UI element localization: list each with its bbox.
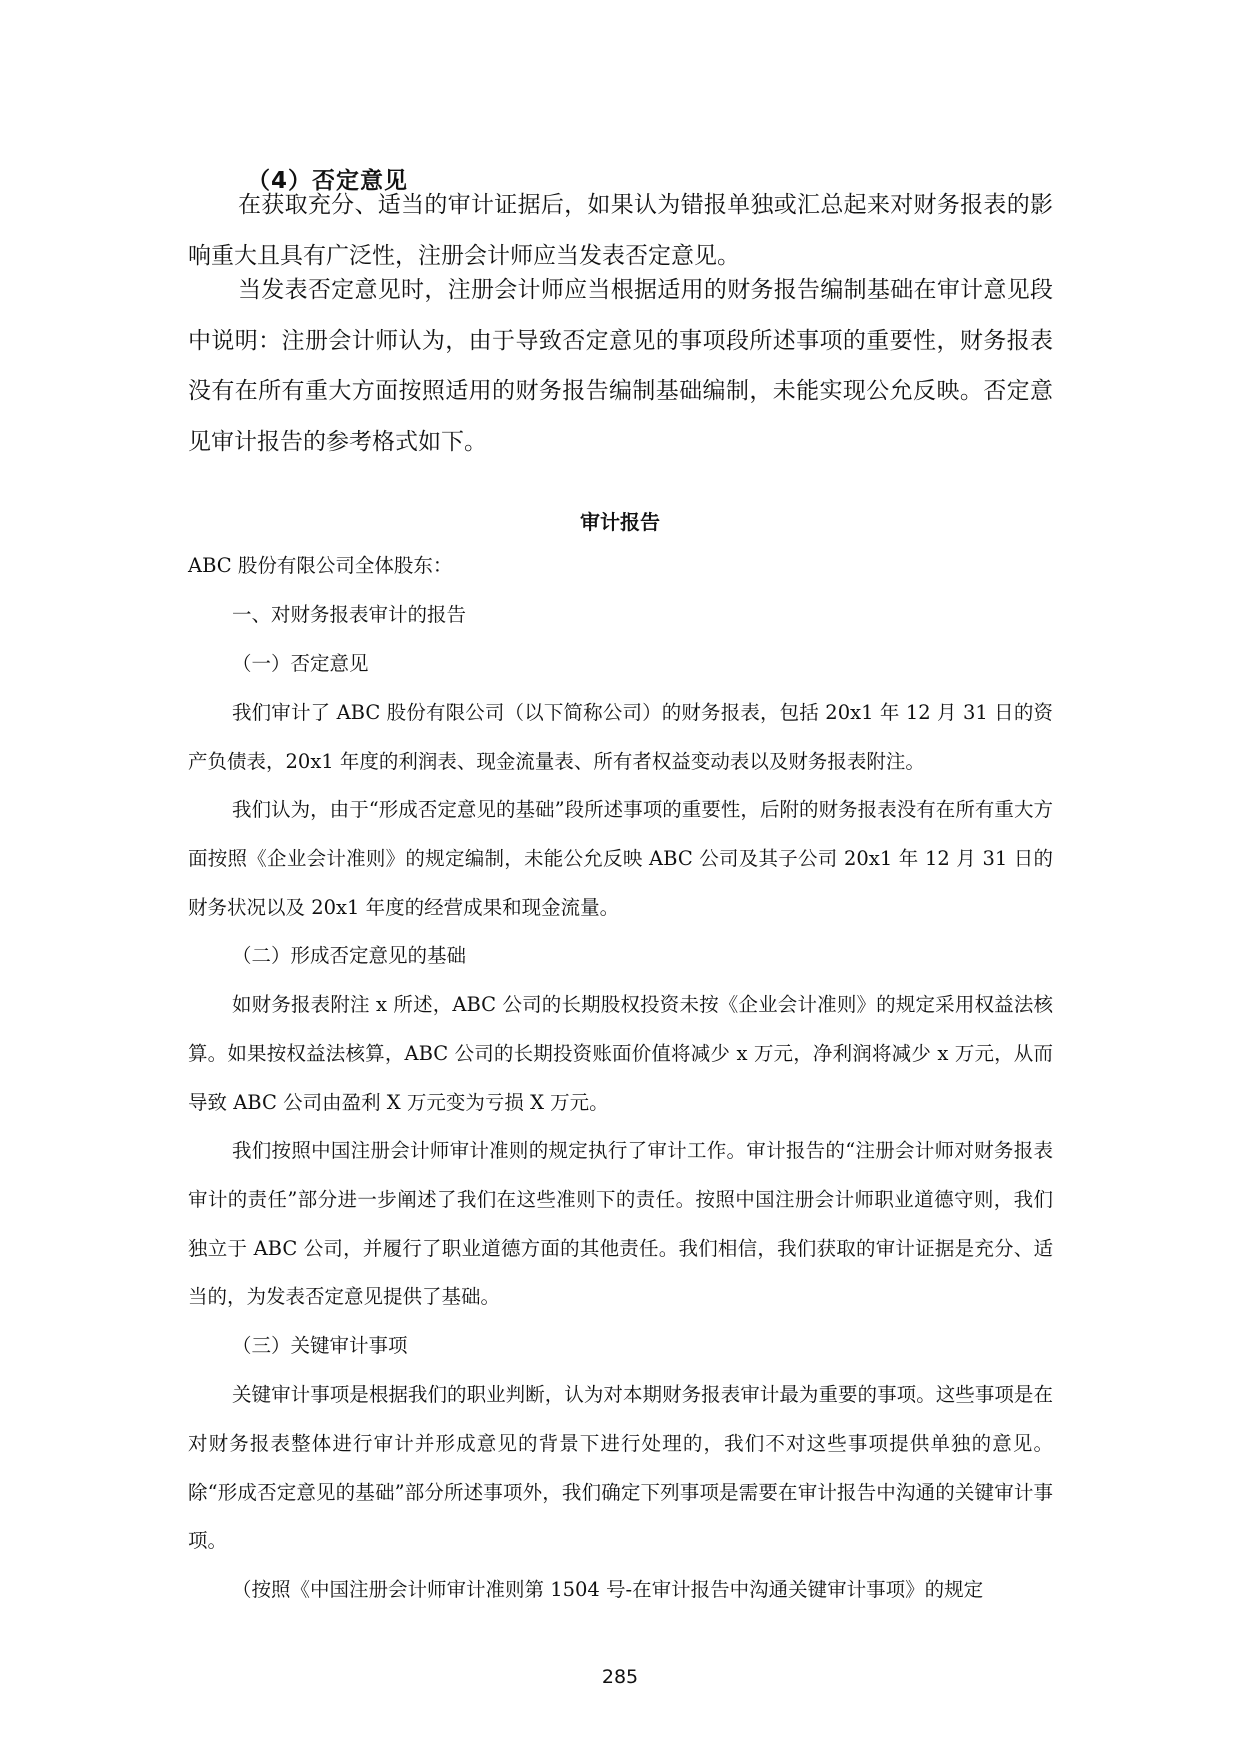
report-opinion-paragraph-1: 我们审计了 ABC 股份有限公司（以下简称公司）的财务报表，包括 20x1 年 12 月 31 日的资产负债表，20x1 年度的利润表、现金流量表、所有者权益变动表以及财务报表附注。 <box>188 701 1053 773</box>
report-sub2-heading: （二）形成否定意见的基础 <box>232 944 467 967</box>
report-sub1-heading: （一）否定意见 <box>232 652 369 675</box>
section-heading: （4）否定意见 <box>247 168 409 194</box>
paragraph-adverse-explanation: 当发表否定意见时，注册会计师应当根据适用的财务报告编制基础在审计意见段中说明：注册会计师认为，由于导致否定意见的事项段所述事项的重要性，财务报表没有在所有重大方面按照适用的财务报告编制基础编制，未能实现公允反映。否定意见审计报告的参考格式如下。 <box>188 277 1053 455</box>
report-key-matters-paragraph-2: （按照《中国注册会计师审计准则第 1504 号-在审计报告中沟通关键审计事项》的规定 <box>232 1578 984 1601</box>
paragraph-adverse-definition: 在获取充分、适当的审计证据后，如果认为错报单独或汇总起来对财务报表的影响重大且具有广泛性，注册会计师应当发表否定意见。 <box>188 192 1053 269</box>
report-basis-paragraph-2: 我们按照中国注册会计师审计准则的规定执行了审计工作。审计报告的“注册会计师对财务报表审计的责任”部分进一步阐述了我们在这些准则下的责任。按照中国注册会计师职业道德守则，我们独立于 ABC 公司，并履行了职业道德方面的其他责任。我们相信，我们获取的审计证据是充分、适当的，为发表否定意见提供了基础。 <box>188 1139 1053 1309</box>
report-part1-heading: 一、对财务报表审计的报告 <box>232 603 467 626</box>
report-addressee: ABC 股份有限公司全体股东： <box>188 554 453 577</box>
report-title: 审计报告 <box>580 510 660 534</box>
report-key-matters-paragraph-1: 关键审计事项是根据我们的职业判断，认为对本期财务报表审计最为重要的事项。这些事项是在对财务报表整体进行审计并形成意见的背景下进行处理的，我们不对这些事项提供单独的意见。除“形成否定意见的基础”部分所述事项外，我们确定下列事项是需要在审计报告中沟通的关键审计事项。 <box>188 1383 1053 1553</box>
page-number: 285 <box>601 1666 639 1688</box>
report-opinion-paragraph-2: 我们认为，由于“形成否定意见的基础”段所述事项的重要性，后附的财务报表没有在所有重大方面按照《企业会计准则》的规定编制，未能公允反映 ABC 公司及其子公司 20x1 年 12 月 31 日的财务状况以及 20x1 年度的经营成果和现金流量。 <box>188 798 1053 919</box>
report-sub3-heading: （三）关键审计事项 <box>232 1334 408 1357</box>
report-basis-paragraph-1: 如财务报表附注 x 所述，ABC 公司的长期股权投资未按《企业会计准则》的规定采用权益法核算。如果按权益法核算，ABC 公司的长期投资账面价值将减少 x 万元，净利润将减少 x 万元，从而导致 ABC 公司由盈利 X 万元变为亏损 X 万元。 <box>188 993 1053 1114</box>
